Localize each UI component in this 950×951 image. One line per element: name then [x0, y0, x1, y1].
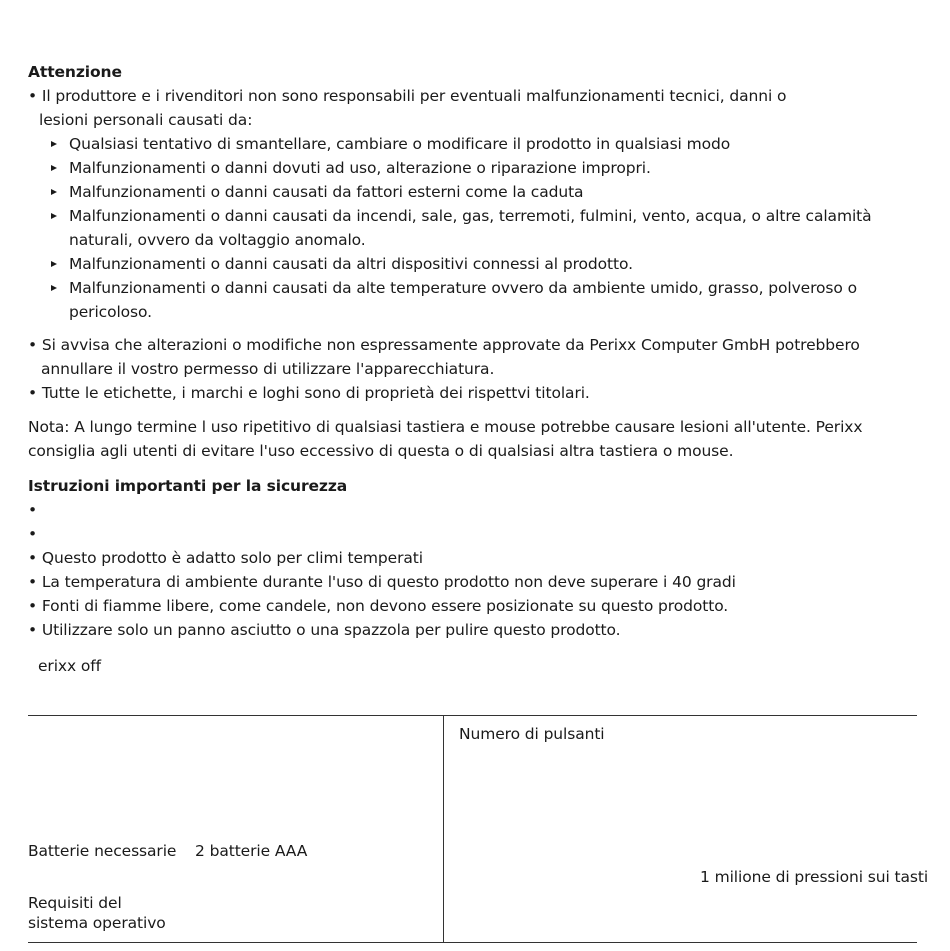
warning-sub-item-5: Malfunzionamenti o danni causati da altri dispositivi connessi al prodotto. — [69, 255, 633, 273]
warning-sub-item-3: Malfunzionamenti o danni causati da fattori esterni come la caduta — [69, 183, 584, 201]
text-fragment: erixx off — [38, 657, 101, 675]
warning-bullet-1-line-1: • Il produttore e i rivenditori non sono responsabili per eventuali malfunzionamenti tecnici, danni o — [28, 87, 787, 105]
batteries-label: Batterie necessarie — [28, 842, 177, 860]
note-line-2: consiglia agli utenti di evitare l'uso eccessivo di questa o di qualsiasi altra tastiera o mouse. — [28, 442, 734, 460]
warning-bullet-3: • Tutte le etichette, i marchi e loghi sono di proprietà dei rispettvi titolari. — [28, 384, 590, 402]
batteries-value: 2 batterie AAA — [195, 842, 308, 860]
triangle-bullet-icon — [51, 285, 57, 291]
os-requirements-label-line-1: Requisiti del — [28, 894, 122, 912]
warning-sub-item-4-line-2: naturali, ovvero da voltaggio anomalo. — [69, 231, 366, 249]
note-line-1: Nota: A lungo termine l uso ripetitivo di qualsiasi tastiera e mouse potrebbe causare lesioni all'utente. Perixx — [28, 418, 863, 436]
triangle-bullet-icon — [51, 213, 57, 219]
warning-sub-item-4-line-1: Malfunzionamenti o danni causati da incendi, sale, gas, terremoti, fulmini, vento, acqua, o altre calamità — [69, 207, 872, 225]
safety-item: • Utilizzare solo un panno asciutto o una spazzola per pulire questo prodotto. — [28, 621, 621, 639]
os-requirements-label-line-2: sistema operativo — [28, 914, 166, 932]
safety-item: • Questo prodotto è adatto solo per climi temperati — [28, 549, 423, 567]
buttons-count-label: Numero di pulsanti — [459, 725, 605, 743]
warning-sub-item-2: Malfunzionamenti o danni dovuti ad uso, alterazione o riparazione impropri. — [69, 159, 651, 177]
triangle-bullet-icon — [51, 141, 57, 147]
table-column-divider — [443, 715, 444, 942]
safety-item: • — [28, 525, 38, 543]
warning-sub-item-1: Qualsiasi tentativo di smantellare, cambiare o modificare il prodotto in qualsiasi modo — [69, 135, 731, 153]
warning-bullet-1-line-2: lesioni personali causati da: — [39, 111, 253, 129]
warning-bullet-2-line-2: annullare il vostro permesso di utilizzare l'apparecchiatura. — [41, 360, 495, 378]
warning-heading: Attenzione — [28, 63, 122, 81]
warning-sub-item-6-line-1: Malfunzionamenti o danni causati da alte temperature ovvero da ambiente umido, grasso, polveroso o — [69, 279, 857, 297]
safety-item: • — [28, 501, 38, 519]
safety-item: • Fonti di fiamme libere, come candele, non devono essere posizionate su questo prodotto. — [28, 597, 729, 615]
table-top-border — [28, 715, 917, 716]
triangle-bullet-icon — [51, 165, 57, 171]
safety-item: • La temperatura di ambiente durante l'uso di questo prodotto non deve superare i 40 gradi — [28, 573, 736, 591]
table-bottom-border — [28, 942, 917, 943]
warning-bullet-2-line-1: • Si avvisa che alterazioni o modifiche non espressamente approvate da Perixx Computer GmbH potrebbero — [28, 336, 860, 354]
triangle-bullet-icon — [51, 261, 57, 267]
warning-sub-item-6-line-2: pericoloso. — [69, 303, 152, 321]
triangle-bullet-icon — [51, 189, 57, 195]
durability-value: 1 milione di pressioni sui tasti — [700, 868, 929, 886]
safety-heading: Istruzioni importanti per la sicurezza — [28, 477, 348, 495]
